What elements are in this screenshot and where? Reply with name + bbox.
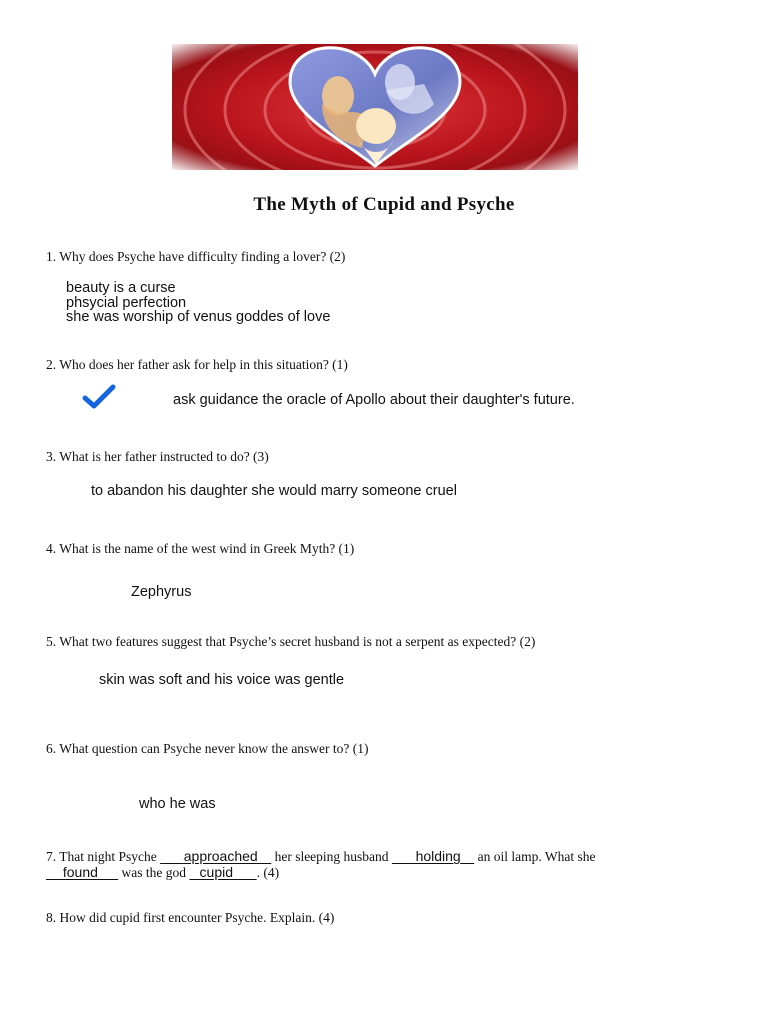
- answer-1-line-3: she was worship of venus goddes of love: [66, 309, 331, 325]
- answer-1-line-1: beauty is a curse: [66, 280, 176, 296]
- question-7-prefix: 7. That night Psyche: [46, 849, 161, 864]
- answer-2: ask guidance the oracle of Apollo about their daughter's future.: [173, 392, 575, 408]
- page-title: The Myth of Cupid and Psyche: [253, 194, 515, 215]
- question-6: 6. What question can Psyche never know the answer to? (1): [46, 741, 369, 756]
- answer-5: skin was soft and his voice was gentle: [99, 672, 345, 688]
- answer-1: [66, 281, 330, 325]
- question-7-mid-2: an oil lamp. What she: [474, 849, 596, 864]
- question-7-suffix: . (4): [256, 865, 280, 880]
- blank-found: found: [62, 864, 98, 880]
- answer-6: who he was: [139, 796, 216, 812]
- answer-1-line-2: phsycial perfection: [66, 294, 187, 311]
- blank-cupid: cupid: [199, 864, 234, 880]
- answer-3: to abandon his daughter she would marry someone cruel: [91, 483, 457, 499]
- checkmark-icon: [82, 384, 116, 410]
- answer-4: Zephyrus: [131, 584, 192, 600]
- question-7-line-1: [46, 848, 595, 865]
- question-7-mid-3: was the god: [118, 865, 190, 880]
- question-8: 8. How did cupid first encounter Psyche. Explain. (4): [46, 910, 335, 925]
- cupid-psyche-heart-illustration: [172, 44, 578, 170]
- blank-approached: approached: [183, 848, 258, 864]
- question-1: 1. Why does Psyche have difficulty finding a lover? (2): [46, 249, 346, 264]
- question-5: 5. What two features suggest that Psyche’s secret husband is not a serpent as expected? (2): [46, 634, 536, 649]
- blank-holding: holding: [415, 848, 461, 864]
- question-2: 2. Who does her father ask for help in this situation? (1): [46, 357, 348, 372]
- question-7-mid-1: her sleeping husband: [271, 849, 392, 864]
- question-3: 3. What is her father instructed to do? (3): [46, 449, 269, 464]
- question-7-line-2: [46, 864, 279, 881]
- question-4: 4. What is the name of the west wind in Greek Myth? (1): [46, 541, 355, 556]
